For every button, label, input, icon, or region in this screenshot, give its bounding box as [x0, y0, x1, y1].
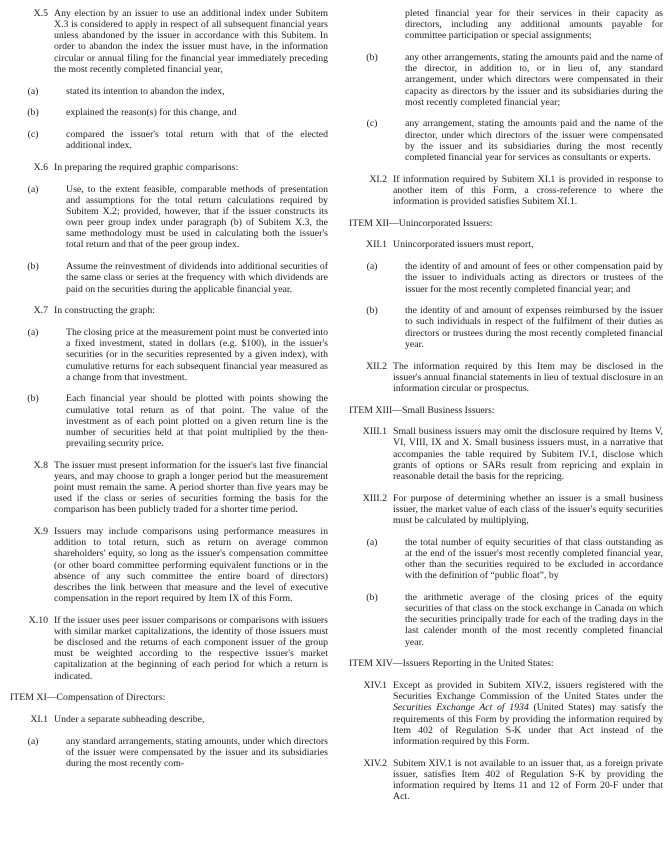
subparagraph-xi1-c	[349, 118, 663, 163]
paragraph-x10	[10, 615, 328, 682]
paragraph-number: XII.1	[366, 239, 387, 251]
paragraph-text-before: Except as provided in Subitem XIV.2, issuers registered with the Securities Exchange Commission of the United States under the	[393, 680, 663, 703]
paragraph-number: X.9	[33, 526, 48, 538]
item-xii-heading: ITEM XII—Unincorporated Issuers:	[349, 217, 493, 229]
paragraph-text: Subitem XIV.1 is not available to an issuer that, as a foreign private issuer, satisfies Item 402 of Regulation S-K by providing the information required by Items 11 and 12 of Form 20-F under that Act.	[393, 757, 663, 803]
subparagraph-letter: (a)	[27, 735, 39, 747]
subparagraph-text: The closing price at the measurement point must be converted into a fixed investment, stated in dollars (e.g. $100), in the issuer's securities (or in the securities represented by a given index), with cumulative returns for each subsequent financial year measured as a change from that investment.	[66, 327, 328, 383]
subparagraph-text: pleted financial year for their services in their capacity as directors, including any additional amounts payable for committee participation or special assignments;	[405, 8, 663, 42]
subparagraph-text: any other arrangements, stating the amounts paid and the name of the director, in addition to, or in lieu of, any standard arrangement, under which directors were compensated in their capacity as directors by the issuer and its subsidiaries during the most recently completed financial year;	[405, 52, 663, 108]
subparagraph-letter: (b)	[27, 261, 39, 273]
subparagraph-xiii2-b	[349, 592, 663, 648]
paragraph-number: XII.2	[366, 360, 387, 372]
subparagraph-letter: (a)	[27, 85, 39, 97]
subparagraph-letter: (b)	[366, 305, 378, 317]
paragraph-number: X.7	[33, 305, 48, 317]
paragraph-xiv1	[349, 680, 663, 747]
paragraph-number: X.8	[33, 459, 48, 471]
subparagraph-text: stated its intention to abandon the index,	[66, 85, 225, 97]
paragraph-text: Unincorporated issuers must report,	[393, 239, 534, 251]
subparagraph-letter: (b)	[27, 393, 39, 405]
paragraph-x7	[10, 305, 328, 316]
subparagraph-letter: (a)	[27, 327, 39, 339]
item-xiv-heading: ITEM XIV—Issuers Reporting in the United States:	[349, 658, 554, 670]
subparagraph-text: the total number of equity securities of that class outstanding as at the end of the issuer's most recently completed financial year, other than the securities required to be excluded in accordance with the definition of “public float”, by	[405, 536, 663, 582]
item-xiii-heading: ITEM XIII—Small Business Issuers:	[349, 404, 495, 416]
subparagraph-xii1-a	[349, 261, 663, 294]
paragraph-number: XIII.1	[362, 426, 387, 438]
subparagraph-text: Each financial year should be plotted with points showing the cumulative total return as of that point. The value of the investment as of each point plotted on a given return line is the number of securities held at that point multiplied by the then-prevailing security price.	[66, 393, 328, 450]
paragraph-xiii2	[349, 493, 663, 526]
paragraph-xii2	[349, 361, 663, 394]
paragraph-number: X.10	[28, 614, 48, 626]
paragraph-text: The issuer must present information for the issuer's last five financial years, and may choose to graph a longer period but the measurement point must remain the same. A period shorter than five years may be used if the class or series of securities forming the basis for the comparison has been publicly traded for a shorter time period.	[54, 459, 328, 516]
subparagraph-xiii2-a	[349, 537, 663, 582]
paragraph-number: XIV.1	[363, 680, 387, 692]
paragraph-text: Under a separate subheading describe,	[54, 714, 205, 726]
subparagraph-text: explained the reason(s) for this change, and	[66, 107, 237, 119]
subparagraph-x6-a	[10, 184, 328, 251]
paragraph-x6	[10, 162, 328, 173]
subparagraph-text: the identity of and amount of fees or other compensation paid by the issuer to individuals acting as directors or trustees of the issuer for the most recently completed financial year; and	[405, 261, 663, 295]
paragraph-text: If the issuer uses peer issuer comparisons or comparisons with issuers with similar market capitalizations, the identity of those issuers must be disclosed and the returns of each component issuer of the group must be weighted according to the respective issuer's market capitalization at the beginning of each period for which a return is indicated.	[54, 614, 328, 682]
paragraph-number: XIV.2	[363, 757, 387, 769]
subparagraph-letter: (b)	[27, 107, 39, 119]
paragraph-text: Small business issuers may omit the disclosure required by Items V, VI, VIII, IX and X. Small business issuers must, in a narrative that accompanies the table required by Subitem IV.1, disclose which grants of options or SARs result from repricing and explain in reasonable detail the basis for the repricing.	[393, 426, 663, 482]
subparagraph-xi1-b	[349, 52, 663, 108]
paragraph-xiii1	[349, 426, 663, 482]
paragraph-x8	[10, 460, 328, 516]
subparagraph-text: the arithmetic average of the closing prices of the equity securities of that class on the stock exchange in Canada on which the securities principally trade for each of the trading days in the last calender month of the most recently completed financial year.	[405, 591, 663, 648]
paragraph-text: If information required by Subitem XI.1 is provided in response to another item of this Form, a cross-reference to where the information is provided satisfies Subitem XI.1.	[393, 173, 663, 207]
subparagraph-text: Assume the reinvestment of dividends into additional securities of the same class or series at the frequency with which dividends are paid on the securities during the applicable financial year.	[66, 261, 328, 295]
statute-title: Securities Exchange Act of 1934	[393, 702, 529, 714]
item-xi-heading: ITEM XI—Compensation of Directors:	[10, 692, 166, 704]
subparagraph-letter: (c)	[366, 118, 378, 130]
subparagraph-x5-a	[10, 86, 328, 97]
subparagraph-x6-b	[10, 261, 328, 294]
subparagraph-text: the identity of and amount of expenses reimbursed by the issuer to such individuals in respect of the fulfilment of their duties as directors or trustees during the most recently completed financial year.	[405, 305, 663, 350]
paragraph-text: In constructing the graph:	[54, 305, 155, 317]
subparagraph-letter: (b)	[366, 52, 378, 64]
subparagraph-letter: (a)	[27, 183, 39, 195]
paragraph-text	[393, 680, 663, 747]
paragraph-number: XI.2	[369, 173, 387, 185]
paragraph-text: For purpose of determining whether an issuer is a small business issuer, the market value of each class of the issuer's equity securities must be calculated by multiplying,	[393, 492, 663, 526]
subparagraph-x7-a	[10, 327, 328, 383]
paragraph-number: XIII.2	[362, 492, 387, 504]
paragraph-text: The information required by this Item may be disclosed in the issuer's annual financial statements in lieu of textual disclosure in an information circular or prospectus.	[393, 360, 663, 394]
paragraph-number: X.6	[33, 161, 48, 173]
subparagraph-x5-c	[10, 129, 328, 151]
paragraph-xiv2	[349, 758, 663, 803]
paragraph-text: Any election by an issuer to use an additional index under Subitem X.3 is considered to apply in respect of all subsequent financial years unless abandoned by the issuer in accordance with this Subitem. In order to abandon the index the issuer must have, in the information circular or annual filing for the financial year immediately preceding the most recently completed financial year,	[54, 8, 328, 75]
subparagraph-letter: (a)	[366, 261, 378, 273]
paragraph-number: X.5	[33, 8, 48, 19]
subparagraph-x7-b	[10, 393, 328, 449]
paragraph-xii1	[349, 239, 663, 250]
subparagraph-text: any standard arrangements, stating amounts, under which directors of the issuer were compensated by the issuer and its subsidiaries during the most recently com-	[66, 735, 328, 770]
right-column	[349, 8, 663, 862]
subparagraph-letter: (c)	[27, 129, 39, 141]
subparagraph-text: Use, to the extent feasible, comparable methods of presentation and assumptions for the total return calculations required by Subitem X.2; provided, however, that if the issuer constructs its own peer group index under paragraph (b) of Subitem X.3, the same methodology must be used in calculating both the issuer's total return and that of the peer group index.	[66, 183, 328, 251]
paragraph-text-after: (United States) may satisfy the requirements of this Form by providing the information required by Item 402 of Regulation S-K under that Act instead of the information required by this Form.	[393, 702, 663, 747]
left-column	[10, 8, 328, 862]
paragraph-x5	[10, 8, 328, 75]
subparagraph-xi1-a	[10, 736, 328, 769]
paragraph-text: Issuers may include comparisons using performance measures in addition to total return, such as return on average common shareholders' equity, so long as the issuer's compensation committee (or other board committee performing equivalent functions or in the absence of any such committee the entire board of directors) describes the link between that measure and the level of executive compensation in the report required by Item IX of this Form.	[54, 526, 328, 605]
paragraph-x9	[10, 526, 328, 604]
subparagraph-letter: (b)	[366, 591, 378, 603]
paragraph-xi2	[349, 174, 663, 207]
subparagraph-letter: (a)	[366, 536, 378, 548]
paragraph-xi1	[10, 714, 328, 725]
subparagraph-text: compared the issuer's total return with that of the elected additional index.	[66, 129, 328, 152]
subparagraph-xii1-b	[349, 305, 663, 350]
subparagraph-x5-b	[10, 107, 328, 118]
subparagraph-text: any arrangement, stating the amounts paid and the name of the director, under which directors of the issuer were compensated by the issuer and its subsidiaries during the most recently completed financial year for services as consultants or experts.	[405, 118, 663, 163]
subparagraph-xi1-a-continued	[349, 8, 663, 41]
paragraph-number: XI.1	[30, 714, 48, 726]
paragraph-text: In preparing the required graphic comparisons:	[54, 161, 239, 173]
